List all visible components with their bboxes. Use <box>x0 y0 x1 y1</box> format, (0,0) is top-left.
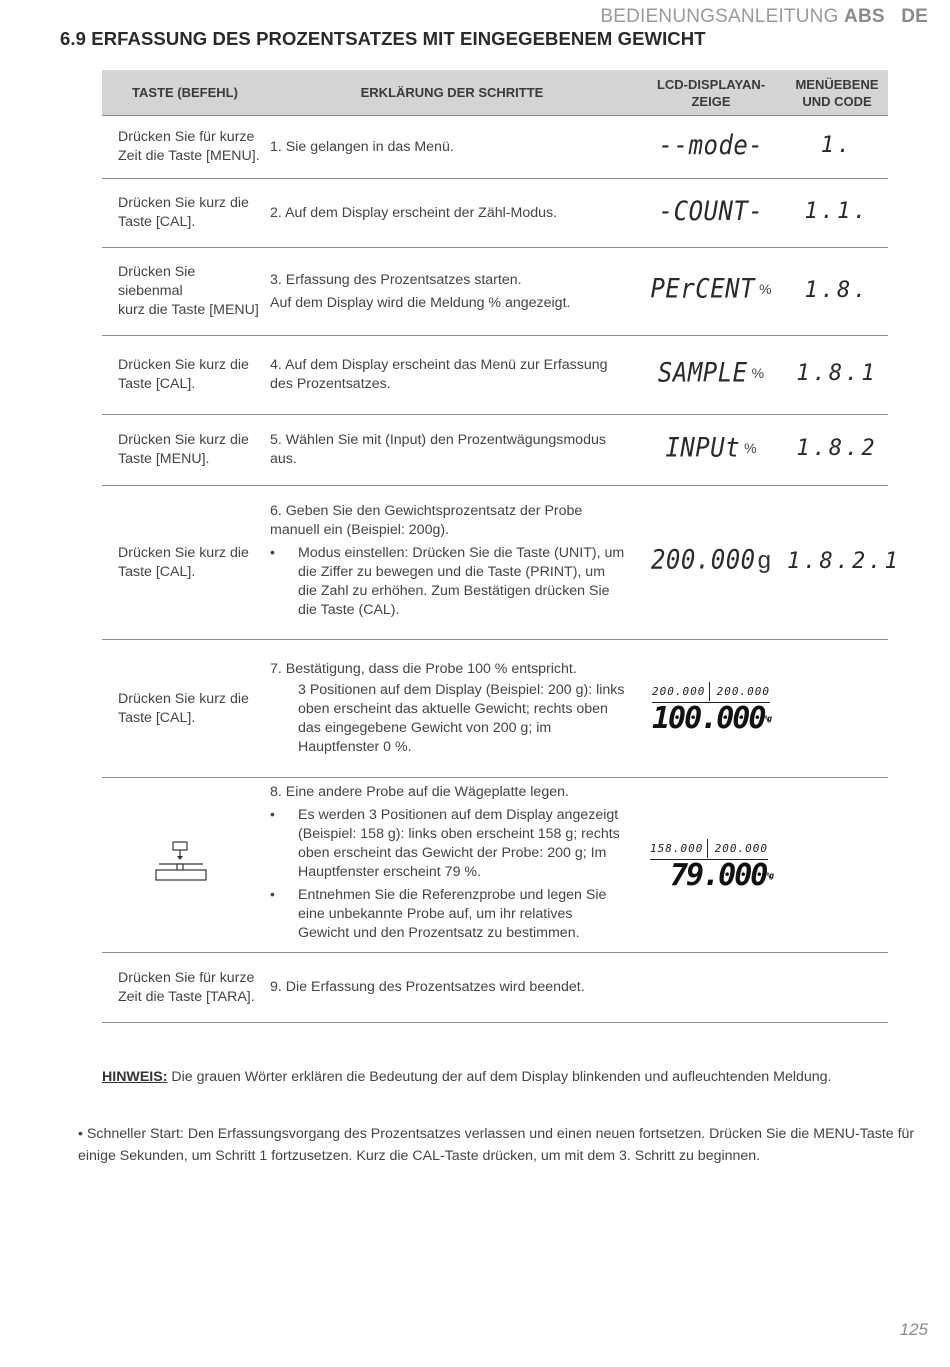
step-text: 9. Die Erfassung des Prozentsatzes wird beendet. <box>270 979 585 995</box>
notice <box>102 1069 832 1085</box>
key-cell <box>102 640 268 778</box>
step-text: 2. Auf dem Display erscheint der Zähl-Modus. <box>270 204 558 221</box>
key-line: Drücken Sie kurz die <box>118 357 249 373</box>
menu-code: 1. <box>820 133 854 158</box>
key-line: Taste [CAL]. <box>118 709 196 726</box>
lcd-readout: -COUNT- <box>658 195 764 226</box>
col-header-explanation: ERKLÄRUNG DER SCHRITTE <box>268 70 636 116</box>
menu-code-cell <box>786 336 888 415</box>
lcd-top-line <box>650 839 768 860</box>
key-cell <box>102 486 268 640</box>
menu-code-cell <box>786 179 888 248</box>
key-line: Drücken Sie für kurze <box>118 969 255 986</box>
col-header-menu-line1: MENÜEBENE <box>795 76 879 92</box>
table-row <box>102 953 888 1023</box>
key-cell <box>102 336 268 415</box>
page-number: 125 <box>899 1320 928 1339</box>
explanation-cell <box>268 486 636 640</box>
key-line: kurz die Taste [MENU] <box>118 302 259 318</box>
lcd-main-value: 79.000 <box>669 857 767 893</box>
bullet-item: • Es werden 3 Positionen auf dem Display angezeigt (Beispiel: 158 g): links oben erscheint 158 g; rechts oben erscheint das Gewicht der Probe: 200 g; Im Hauptfenster erscheint 79 %. <box>298 806 626 882</box>
lcd-top-right: 200.000 <box>714 841 768 855</box>
lcd-readout: PErCENT <box>650 273 756 305</box>
col-header-lcd <box>636 70 786 116</box>
lcd-readout: --mode- <box>658 129 764 160</box>
menu-code-cell <box>786 486 901 640</box>
explanation-cell <box>268 778 636 953</box>
lcd-cell <box>636 179 786 248</box>
lcd-unit: % <box>744 439 757 456</box>
explanation-cell <box>268 179 636 248</box>
model-name: ABS <box>844 6 885 27</box>
key-line: Taste [CAL]. <box>118 376 196 392</box>
key-line: Drücken Sie kurz die <box>118 195 249 211</box>
menu-code: 1.8.2.1 <box>787 548 901 574</box>
table-header-row <box>102 70 888 116</box>
key-line: Taste [CAL]. <box>118 563 196 580</box>
key-line: Drücken Sie kurz die <box>118 432 249 448</box>
explanation-cell <box>268 116 636 179</box>
lcd-top-right: 200.000 <box>716 685 770 698</box>
lcd-cell <box>636 336 786 415</box>
step-text: 5. Wählen Sie mit (Input) den Prozentwägungsmodus aus. <box>270 432 606 467</box>
menu-code-cell <box>786 778 888 953</box>
key-line: Drücken Sie kurz die <box>118 544 249 561</box>
explanation-cell <box>268 953 636 1023</box>
key-cell <box>102 953 268 1023</box>
explanation-cell <box>268 336 636 415</box>
table-row <box>102 778 888 953</box>
bullet-item: • Modus einstellen: Drücken Sie die Taste (UNIT), um die Ziffer zu bewegen und die Taste (PRINT), um die Zahl zu erhöhen. Zum Bestätigen drücken Sie die Taste (CAL). <box>298 544 626 620</box>
key-line: Drücken Sie kurz die <box>118 690 249 707</box>
notice-text: Die grauen Wörter erklären die Bedeutung der auf dem Display blinkenden und aufleuchtenden Meldung. <box>167 1069 832 1085</box>
col-header-menu-line2: UND CODE <box>802 93 872 109</box>
lcd-unit: % <box>759 281 772 297</box>
lcd-main-line <box>650 857 773 893</box>
place-sample-on-scale-icon <box>153 840 209 884</box>
table-row <box>102 415 888 486</box>
lcd-three-position-display <box>652 682 770 735</box>
lcd-three-position-display <box>650 839 772 892</box>
step-bullets <box>270 806 626 943</box>
key-line: Taste [MENU]. <box>118 451 210 467</box>
menu-code: 1.8.2 <box>796 436 878 461</box>
col-header-key: TASTE (BEFEHL) <box>102 70 268 116</box>
lcd-top-line <box>652 682 770 703</box>
key-line: Drücken Sie siebenmal <box>118 264 196 299</box>
lcd-cell <box>636 953 786 1023</box>
lcd-top-left: 200.000 <box>652 682 710 701</box>
running-header <box>600 6 928 28</box>
lcd-unit: % <box>751 364 765 381</box>
quick-start-note: • Schneller Start: Den Erfassungsvorgang des Prozentsatzes verlassen und einen neuen fortsetzen. Drücken Sie die MENU-Taste für einige Sekunden, um Schritt 1 fortzusetzen. Kurz die CAL-Taste drücken, um mit dem 3. Schritt zu beginnen. <box>78 1126 915 1164</box>
language-code: DE <box>901 6 928 27</box>
step-bullets <box>270 544 626 620</box>
col-header-lcd-line2: ZEIGE <box>691 93 731 109</box>
steps-table <box>102 70 901 1023</box>
step-subtext: Auf dem Display wird die Meldung % angezeigt. <box>270 294 571 311</box>
col-header-menu <box>786 70 888 116</box>
key-cell <box>102 248 268 336</box>
key-cell <box>102 778 268 953</box>
step-text: 8. Eine andere Probe auf die Wägeplatte legen. <box>270 784 569 800</box>
step-text: 3. Erfassung des Prozentsatzes starten. <box>270 271 522 288</box>
menu-code-cell <box>786 640 888 778</box>
col-header-lcd-line1: LCD-DISPLAYAN- <box>656 76 766 92</box>
table-row <box>102 486 888 640</box>
explanation-cell <box>268 248 636 336</box>
menu-code: 1.8. <box>804 277 870 303</box>
step-text: 6. Geben Sie den Gewichtsprozentsatz der Probe manuell ein (Beispiel: 200g). <box>270 502 583 538</box>
lcd-main-value: 100.000 <box>651 701 765 736</box>
manual-label: BEDIENUNGSANLEITUNG <box>600 6 839 27</box>
step-indent-text: 3 Positionen auf dem Display (Beispiel: 200 g): links oben erscheint das aktuelle Gewicht; rechts oben das eingegebene Gewicht von 200 g; im Hauptfenster 0 %. <box>298 682 625 755</box>
key-line: Zeit die Taste [MENU]. <box>118 148 260 164</box>
step-text: 4. Auf dem Display erscheint das Menü zur Erfassung des Prozentsatzes. <box>270 357 608 392</box>
table-row <box>102 640 888 778</box>
key-line: Drücken Sie für kurze <box>118 129 255 145</box>
menu-code-cell <box>786 415 888 486</box>
lcd-readout: INPUt <box>665 432 741 463</box>
lcd-percent-symbol: % <box>766 870 770 880</box>
lcd-gram-symbol: g <box>769 870 773 880</box>
explanation-cell <box>268 415 636 486</box>
lcd-cell <box>636 640 786 778</box>
key-cell <box>102 116 268 179</box>
table-row <box>102 248 888 336</box>
lcd-cell <box>636 116 786 179</box>
lcd-readout: SAMPLE <box>657 357 748 388</box>
notice-label: HINWEIS: <box>102 1069 168 1085</box>
lcd-cell <box>636 415 786 486</box>
explanation-cell <box>268 640 636 778</box>
lcd-unit: g <box>757 547 771 574</box>
lcd-cell <box>636 486 786 640</box>
menu-code: 1.1. <box>804 199 870 224</box>
table-row <box>102 116 888 179</box>
menu-code-cell <box>786 116 888 179</box>
key-cell <box>102 415 268 486</box>
key-line: Taste [CAL]. <box>118 214 196 230</box>
menu-code-cell <box>786 248 888 336</box>
lcd-percent-symbol: % <box>764 714 768 723</box>
section-title: 6.9 ERFASSUNG DES PROZENTSATZES MIT EINGEGEBENEM GEWICHT <box>60 28 706 49</box>
lcd-gram-symbol: g <box>767 714 771 723</box>
lcd-cell <box>636 248 786 336</box>
key-cell <box>102 179 268 248</box>
menu-code: 1.8.1 <box>796 361 878 386</box>
step-text: 7. Bestätigung, dass die Probe 100 % entspricht. <box>270 661 577 677</box>
table-row <box>102 336 888 415</box>
bullet-item: • Entnehmen Sie die Referenzprobe und legen Sie eine unbekannte Probe auf, um ihr relatives Gewicht und den Prozentsatz zu bestimmen. <box>298 886 626 943</box>
menu-code-cell <box>786 953 888 1023</box>
lcd-cell <box>636 778 786 953</box>
lcd-readout: 200.000 <box>650 544 756 576</box>
lcd-main-line <box>652 703 770 735</box>
step-text: 1. Sie gelangen in das Menü. <box>270 138 454 155</box>
key-line: Zeit die Taste [TARA]. <box>118 988 255 1005</box>
lcd-top-left: 158.000 <box>650 839 708 858</box>
table-row <box>102 179 888 248</box>
